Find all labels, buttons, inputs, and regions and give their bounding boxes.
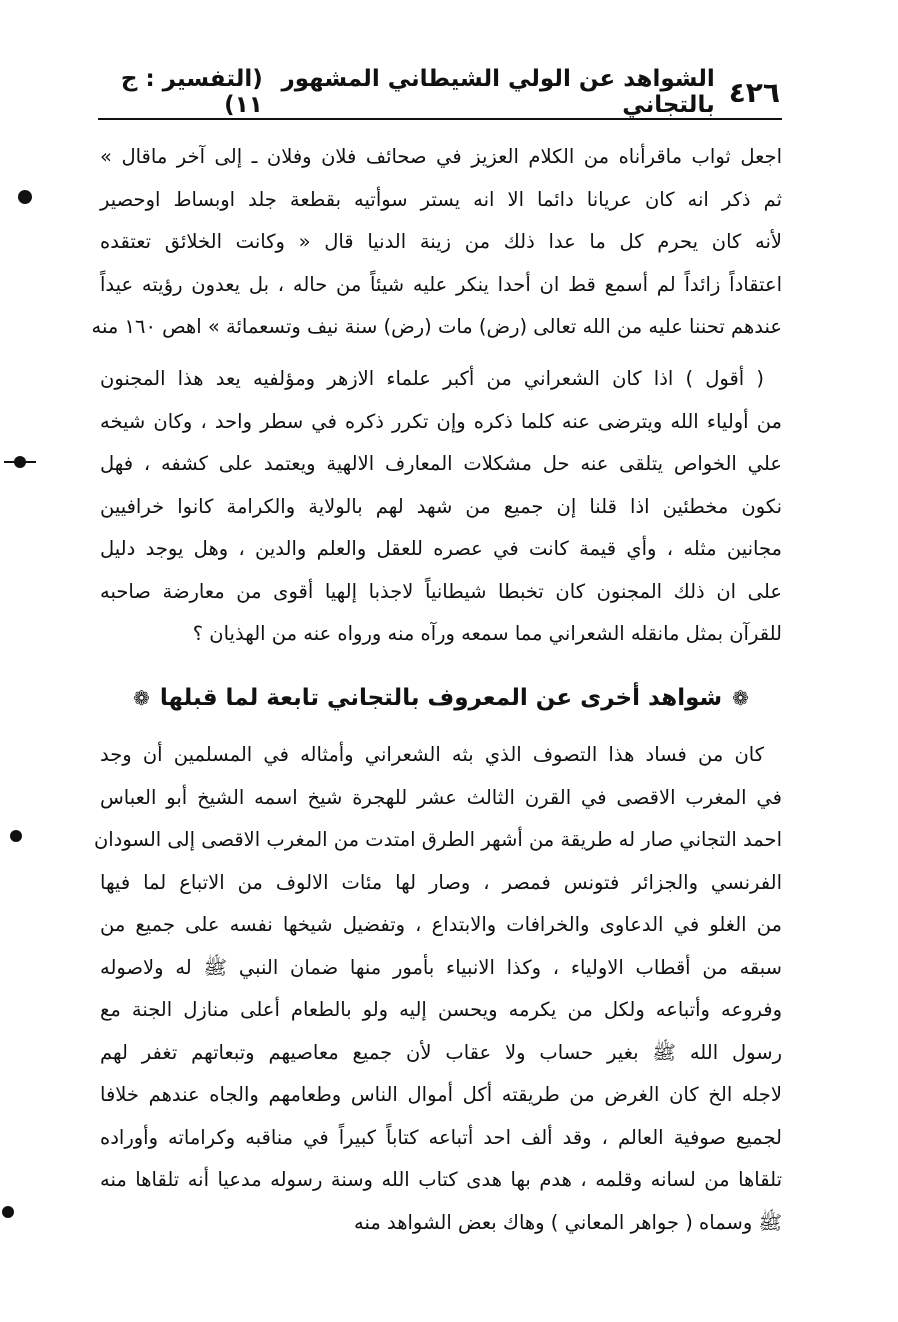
text-line: نكون مخطئين اذا قلنا إن جميع من شهد لهم بالولاية والكرامة كانوا خرافيين [100,494,782,518]
text-line: علي الخواص يتلقى عنه حل مشكلات المعارف الالهية ويعتمد على كشفه ، فهل [100,452,782,475]
section-heading [100,676,782,720]
text-line: على ان ذلك المجنون كان تخبطا شيطانياً لاجذبا إلهيا أقوى من معارضة صاحبه [100,579,782,603]
text-line: ( أقول ) اذا كان الشعراني من أكبر علماء الازهر ومؤلفيه يعد هذا المجنون [100,367,764,390]
text-line: لأنه كان يحرم كل ما عدا ذلك من زينة الدنيا قال « وكانت الخلائق تعتقده [100,230,782,253]
header-title-group [263,66,780,118]
text-line: لاجله الخ كان الغرض من طريقته أكل أموال الناس وطعامهم والجاه عندهم خلافا [100,1083,782,1106]
page-number: ٤٢٦ [728,75,780,109]
text-line: الفرنسي والجزائر فتونس فمصر ، وصار لها مئات الالوف من الاتباع لما فيها [100,870,782,894]
text-line: احمد التجاني صار له طريقة من أشهر الطرق امتدت من المغرب الاقصى إلى السودان [93,828,782,851]
text-line: اعتقاداً زائداً لم أسمع قط ان أحدا ينكر عليه شيئاً من حاله ، بل يعدون رؤيته عيداً [100,272,782,296]
punch-hole-4 [2,1206,14,1218]
text-line: لجميع صوفية العالم ، وقد ألف احد أتباعه كتاباً كبيراً في مناقبه وكراماته وأوراده [100,1125,782,1149]
text-line: كان من فساد هذا التصوف الذي بثه الشعراني وأمثاله في المسلمين أن وجد [100,743,764,766]
page-header [100,66,780,118]
text-line: ثم ذكر انه كان عريانا دائما الا انه يستر سوأتيه بقطعة جلد اوبساط اوحصير [100,187,782,211]
punch-hole-2-tail [4,461,36,463]
punch-hole-3 [10,830,22,842]
text-line: مجانين مثله ، وأي قيمة كانت في عصره للعقل والعلم والدين ، وهل يوجد دليل [100,537,782,560]
text-line: تلقاها من لسانه وقلمه ، هدم بها هدى كتاب الله وسنة رسوله مدعيا أنه تلقاها منه [100,1168,782,1191]
header-rule [98,118,782,120]
text-line: في المغرب الاقصى في القرن الثالث عشر للهجرة شيخ اسمه الشيخ أبو العباس [100,785,782,809]
ornament-left-icon: ❁ [133,686,150,710]
ornament-right-icon: ❁ [732,686,749,710]
section-title: شواهد أخرى عن المعروف بالتجاني تابعة لما قبلها [159,685,723,711]
text-line: عندهم تحننا عليه من الله تعالى (رض) مات (رض) سنة نيف وتسعمائة » اهص ١٦٠ منه [91,315,782,338]
paragraph-2 [100,358,782,656]
text-line: رسول الله ﷺ بغير حساب ولا عقاب لأن جميع معاصيهم وتبعاتهم تغفر لهم [100,1040,782,1064]
text-line: من الغلو في الدعاوى والخرافات والابتداع ، وتفضيل شيخها نفسه على جميع من [100,913,782,936]
text-line: للقرآن بمثل مانقله الشعراني مما سمعه ورآه منه ورواه عنه من الهذيان ؟ [192,622,782,645]
text-line: سبقه من أقطاب الاولياء ، وكذا الانبياء بأمور منها ضمان النبي ﷺ له ولاصوله [100,955,782,979]
punch-hole-1 [18,190,32,204]
paragraph-3 [93,734,782,1244]
text-line: ﷺ وسماه ( جواهر المعاني ) وهاك بعض الشواهد منه [354,1210,782,1234]
text-line: من أولياء الله ويترضى عنه كلما ذكره وإن تكرر ذكره في سطر واحد ، وكان شيخه [100,409,782,433]
running-title: الشواهد عن الولي الشيطاني المشهور بالتجاني [281,66,715,118]
volume-reference: (التفسير : ج ١١) [120,66,263,118]
paragraph-1 [91,136,782,349]
text-line: اجعل ثواب ماقرأناه من الكلام العزيز في صحائف فلان وفلان ـ إلى آخر ماقال » [100,145,782,168]
text-line: وفروعه وأتباعه ولكل من يكرمه ويحسن إليه ولو بالطعام أعلى منازل الجنة مع [100,998,782,1021]
